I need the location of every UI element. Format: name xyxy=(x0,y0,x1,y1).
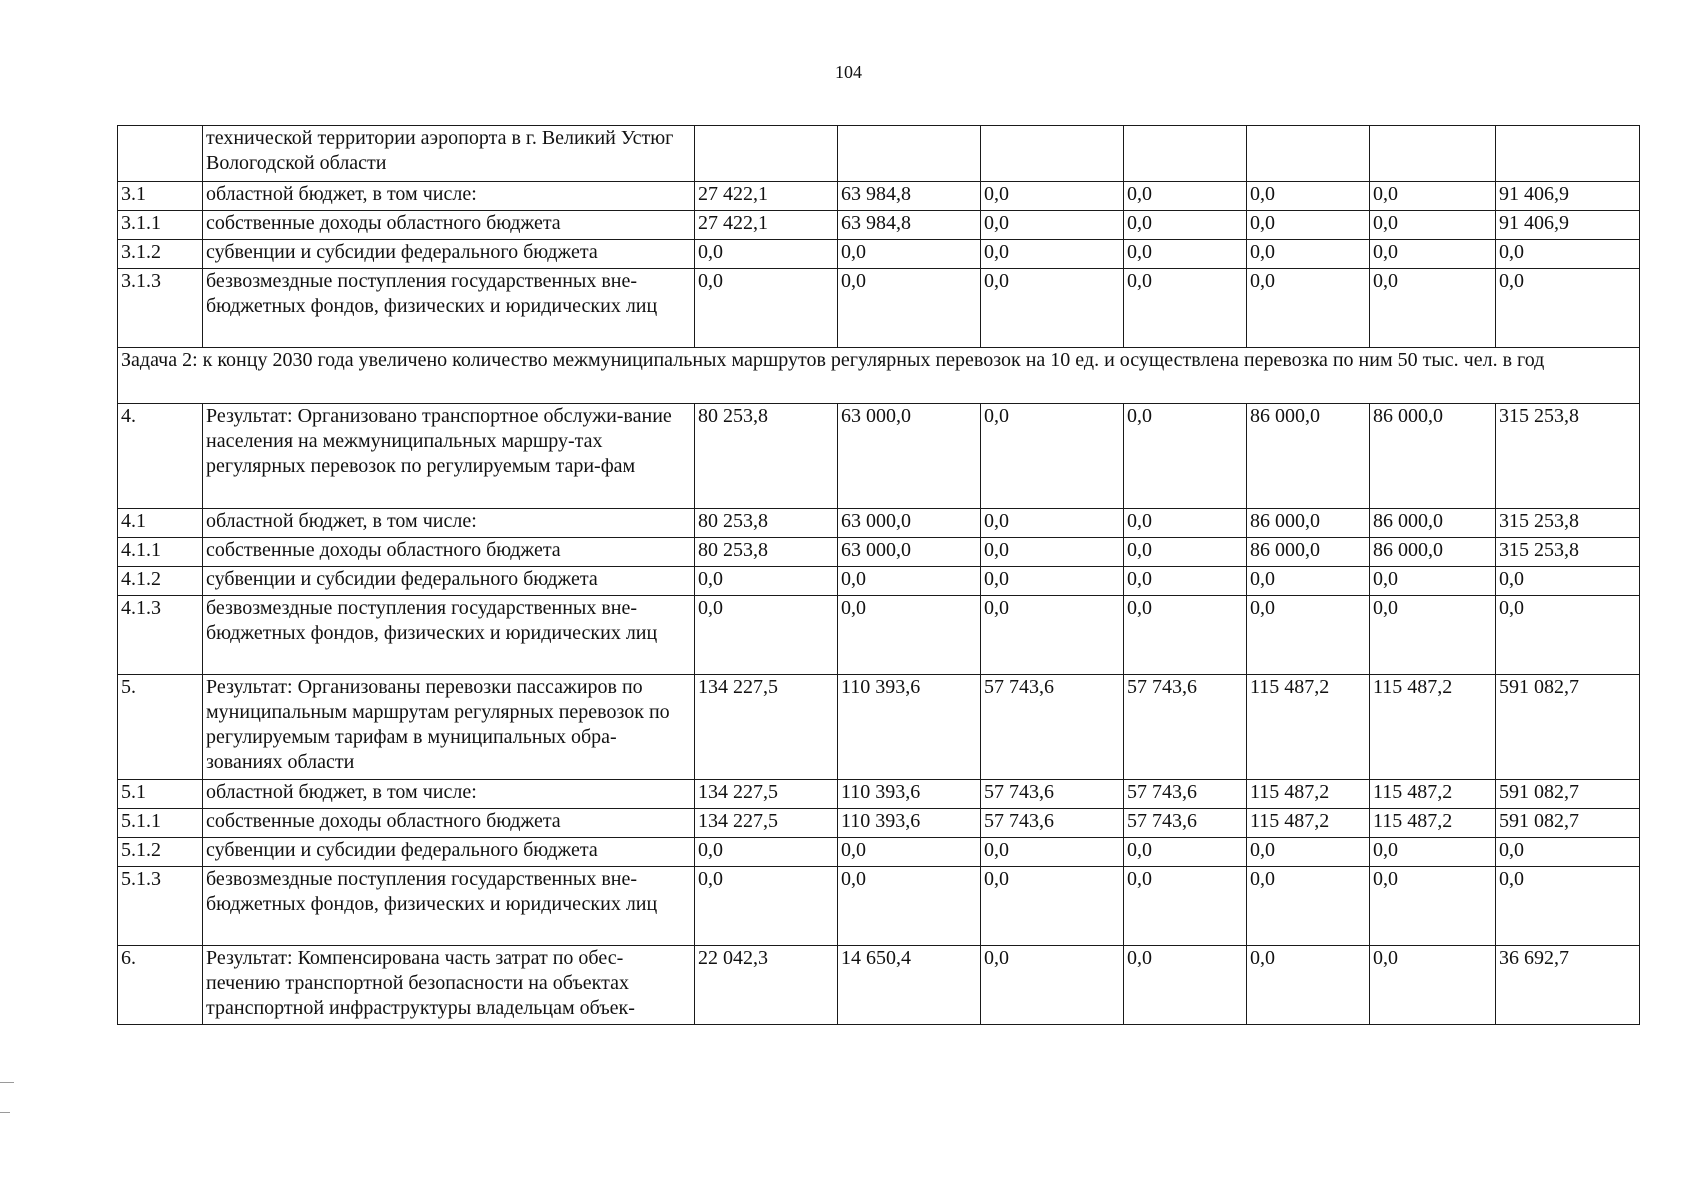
value-cell: 0,0 xyxy=(981,838,1124,867)
value-cell: 57 743,6 xyxy=(1124,780,1247,809)
row-code-cell: 5. xyxy=(118,675,203,780)
value-cell: 0,0 xyxy=(1124,538,1247,567)
value-cell: 0,0 xyxy=(838,240,981,269)
table-row xyxy=(118,780,1640,809)
value-cell: 86 000,0 xyxy=(1247,404,1370,509)
row-name-cell: Результат: Организованы перевозки пассажиров по муниципальным маршрутам регулярных перевозок по регулируемым тарифам в муниципальных обра-зованиях области xyxy=(203,675,695,780)
value-cell: 63 000,0 xyxy=(838,509,981,538)
value-cell: 0,0 xyxy=(1124,509,1247,538)
value-cell: 0,0 xyxy=(1370,182,1496,211)
budget-table-container xyxy=(117,125,1639,1025)
row-code-cell: 6. xyxy=(118,946,203,1025)
value-cell: 0,0 xyxy=(981,567,1124,596)
value-cell: 0,0 xyxy=(838,867,981,946)
value-cell: 0,0 xyxy=(1247,182,1370,211)
row-name-cell: безвозмездные поступления государственных вне-бюджетных фондов, физических и юридических лиц xyxy=(203,269,695,348)
value-cell: 315 253,8 xyxy=(1496,509,1640,538)
value-cell: 315 253,8 xyxy=(1496,404,1640,509)
row-code-cell: 5.1 xyxy=(118,780,203,809)
row-name-cell: собственные доходы областного бюджета xyxy=(203,211,695,240)
value-cell: 591 082,7 xyxy=(1496,780,1640,809)
value-cell: 0,0 xyxy=(1247,211,1370,240)
value-cell: 0,0 xyxy=(1370,867,1496,946)
value-cell: 0,0 xyxy=(1124,211,1247,240)
table-row xyxy=(118,809,1640,838)
value-cell: 110 393,6 xyxy=(838,780,981,809)
value-cell: 57 743,6 xyxy=(981,780,1124,809)
value-cell: 110 393,6 xyxy=(838,675,981,780)
row-name-cell: субвенции и субсидии федерального бюджета xyxy=(203,838,695,867)
row-code-cell: 4.1.2 xyxy=(118,567,203,596)
value-cell: 0,0 xyxy=(1124,404,1247,509)
value-cell: 591 082,7 xyxy=(1496,809,1640,838)
value-cell: 115 487,2 xyxy=(1247,809,1370,838)
value-cell: 110 393,6 xyxy=(838,809,981,838)
row-code-cell: 3.1.3 xyxy=(118,269,203,348)
row-name-cell: собственные доходы областного бюджета xyxy=(203,809,695,838)
value-cell: 134 227,5 xyxy=(695,809,838,838)
value-cell: 0,0 xyxy=(1124,567,1247,596)
value-cell: 57 743,6 xyxy=(981,809,1124,838)
value-cell: 0,0 xyxy=(1496,269,1640,348)
value-cell: 0,0 xyxy=(1370,946,1496,1025)
row-name-cell: безвозмездные поступления государственных вне-бюджетных фондов, физических и юридических лиц xyxy=(203,867,695,946)
table-row xyxy=(118,126,1640,182)
value-cell: 0,0 xyxy=(1124,269,1247,348)
table-row xyxy=(118,182,1640,211)
value-cell: 0,0 xyxy=(1247,567,1370,596)
row-code-cell: 4.1.3 xyxy=(118,596,203,675)
value-cell: 0,0 xyxy=(981,538,1124,567)
value-cell: 91 406,9 xyxy=(1496,182,1640,211)
value-cell: 27 422,1 xyxy=(695,211,838,240)
value-cell: 80 253,8 xyxy=(695,509,838,538)
value-cell: 36 692,7 xyxy=(1496,946,1640,1025)
row-code-cell: 5.1.2 xyxy=(118,838,203,867)
value-cell: 0,0 xyxy=(981,269,1124,348)
value-cell: 0,0 xyxy=(1370,838,1496,867)
value-cell: 91 406,9 xyxy=(1496,211,1640,240)
table-row xyxy=(118,269,1640,348)
value-cell: 115 487,2 xyxy=(1247,675,1370,780)
value-cell: 86 000,0 xyxy=(1370,538,1496,567)
value-cell xyxy=(695,126,838,182)
budget-table xyxy=(117,125,1640,1025)
value-cell: 0,0 xyxy=(1370,567,1496,596)
value-cell: 134 227,5 xyxy=(695,780,838,809)
value-cell: 134 227,5 xyxy=(695,675,838,780)
value-cell xyxy=(838,126,981,182)
page-number: 104 xyxy=(835,62,862,82)
row-code-cell: 4. xyxy=(118,404,203,509)
value-cell: 591 082,7 xyxy=(1496,675,1640,780)
value-cell: 0,0 xyxy=(695,838,838,867)
row-code-cell: 5.1.3 xyxy=(118,867,203,946)
value-cell: 0,0 xyxy=(981,509,1124,538)
task-row xyxy=(118,348,1640,404)
value-cell: 115 487,2 xyxy=(1370,809,1496,838)
value-cell: 0,0 xyxy=(1247,838,1370,867)
value-cell: 115 487,2 xyxy=(1370,780,1496,809)
value-cell: 0,0 xyxy=(981,404,1124,509)
value-cell: 115 487,2 xyxy=(1370,675,1496,780)
value-cell xyxy=(1247,126,1370,182)
row-code-cell: 4.1 xyxy=(118,509,203,538)
value-cell: 0,0 xyxy=(1370,211,1496,240)
value-cell: 0,0 xyxy=(981,240,1124,269)
value-cell: 0,0 xyxy=(695,240,838,269)
value-cell: 0,0 xyxy=(838,596,981,675)
value-cell: 86 000,0 xyxy=(1370,404,1496,509)
table-row xyxy=(118,838,1640,867)
value-cell: 0,0 xyxy=(1496,867,1640,946)
row-name-cell: субвенции и субсидии федерального бюджета xyxy=(203,240,695,269)
row-name-cell: собственные доходы областного бюджета xyxy=(203,538,695,567)
value-cell: 22 042,3 xyxy=(695,946,838,1025)
value-cell: 0,0 xyxy=(1496,567,1640,596)
value-cell: 0,0 xyxy=(838,838,981,867)
value-cell xyxy=(1124,126,1247,182)
value-cell: 315 253,8 xyxy=(1496,538,1640,567)
value-cell xyxy=(1496,126,1640,182)
row-name-cell: областной бюджет, в том числе: xyxy=(203,182,695,211)
row-code-cell: 4.1.1 xyxy=(118,538,203,567)
value-cell: 63 984,8 xyxy=(838,211,981,240)
value-cell: 80 253,8 xyxy=(695,538,838,567)
table-row xyxy=(118,240,1640,269)
scan-artifact xyxy=(0,1082,14,1083)
table-row xyxy=(118,567,1640,596)
value-cell: 86 000,0 xyxy=(1247,538,1370,567)
row-name-cell: областной бюджет, в том числе: xyxy=(203,780,695,809)
value-cell: 0,0 xyxy=(838,567,981,596)
value-cell: 63 984,8 xyxy=(838,182,981,211)
row-name-cell: технической территории аэропорта в г. Великий Устюг Вологодской области xyxy=(203,126,695,182)
value-cell: 0,0 xyxy=(695,269,838,348)
value-cell: 0,0 xyxy=(695,596,838,675)
value-cell: 0,0 xyxy=(981,946,1124,1025)
value-cell: 0,0 xyxy=(1124,596,1247,675)
row-name-cell: областной бюджет, в том числе: xyxy=(203,509,695,538)
table-row xyxy=(118,211,1640,240)
row-name-cell: безвозмездные поступления государственных вне-бюджетных фондов, физических и юридических лиц xyxy=(203,596,695,675)
value-cell: 0,0 xyxy=(1124,240,1247,269)
value-cell: 0,0 xyxy=(695,867,838,946)
value-cell xyxy=(1370,126,1496,182)
value-cell: 14 650,4 xyxy=(838,946,981,1025)
value-cell: 0,0 xyxy=(1247,240,1370,269)
value-cell: 63 000,0 xyxy=(838,538,981,567)
value-cell: 0,0 xyxy=(1496,838,1640,867)
value-cell xyxy=(981,126,1124,182)
row-code-cell: 3.1.1 xyxy=(118,211,203,240)
value-cell: 86 000,0 xyxy=(1247,509,1370,538)
table-row xyxy=(118,867,1640,946)
table-row xyxy=(118,596,1640,675)
value-cell: 0,0 xyxy=(981,867,1124,946)
row-code-cell: 3.1.2 xyxy=(118,240,203,269)
scan-artifact xyxy=(0,1112,10,1113)
value-cell: 0,0 xyxy=(1370,240,1496,269)
value-cell: 0,0 xyxy=(838,269,981,348)
value-cell: 0,0 xyxy=(1247,946,1370,1025)
value-cell: 0,0 xyxy=(1247,269,1370,348)
table-body xyxy=(118,126,1640,1025)
value-cell: 80 253,8 xyxy=(695,404,838,509)
row-code-cell: 5.1.1 xyxy=(118,809,203,838)
task-description: Задача 2: к концу 2030 года увеличено количество межмуниципальных маршрутов регулярных перевозок на 10 ед. и осуществлена перевозка по ним 50 тыс. чел. в год xyxy=(118,348,1640,404)
row-code-cell: 3.1 xyxy=(118,182,203,211)
value-cell: 0,0 xyxy=(1124,867,1247,946)
table-row xyxy=(118,946,1640,1025)
value-cell: 0,0 xyxy=(1247,867,1370,946)
value-cell: 0,0 xyxy=(1124,946,1247,1025)
value-cell: 57 743,6 xyxy=(981,675,1124,780)
value-cell: 0,0 xyxy=(1124,838,1247,867)
value-cell: 0,0 xyxy=(981,211,1124,240)
value-cell: 0,0 xyxy=(1496,240,1640,269)
value-cell: 27 422,1 xyxy=(695,182,838,211)
table-row xyxy=(118,509,1640,538)
value-cell: 0,0 xyxy=(981,182,1124,211)
value-cell: 0,0 xyxy=(1124,182,1247,211)
table-row xyxy=(118,404,1640,509)
value-cell: 0,0 xyxy=(981,596,1124,675)
value-cell: 63 000,0 xyxy=(838,404,981,509)
value-cell: 57 743,6 xyxy=(1124,675,1247,780)
row-code-cell xyxy=(118,126,203,182)
value-cell: 0,0 xyxy=(695,567,838,596)
row-name-cell: Результат: Компенсирована часть затрат по обес-печению транспортной безопасности на объектах транспортной инфраструктуры владельцам объек- xyxy=(203,946,695,1025)
value-cell: 115 487,2 xyxy=(1247,780,1370,809)
value-cell: 0,0 xyxy=(1370,269,1496,348)
value-cell: 0,0 xyxy=(1370,596,1496,675)
table-row xyxy=(118,538,1640,567)
value-cell: 86 000,0 xyxy=(1370,509,1496,538)
value-cell: 57 743,6 xyxy=(1124,809,1247,838)
value-cell: 0,0 xyxy=(1496,596,1640,675)
table-row xyxy=(118,675,1640,780)
value-cell: 0,0 xyxy=(1247,596,1370,675)
row-name-cell: Результат: Организовано транспортное обслужи-вание населения на межмуниципальных маршру-тах регулярных перевозок по регулируемым тари-фам xyxy=(203,404,695,509)
row-name-cell: субвенции и субсидии федерального бюджета xyxy=(203,567,695,596)
